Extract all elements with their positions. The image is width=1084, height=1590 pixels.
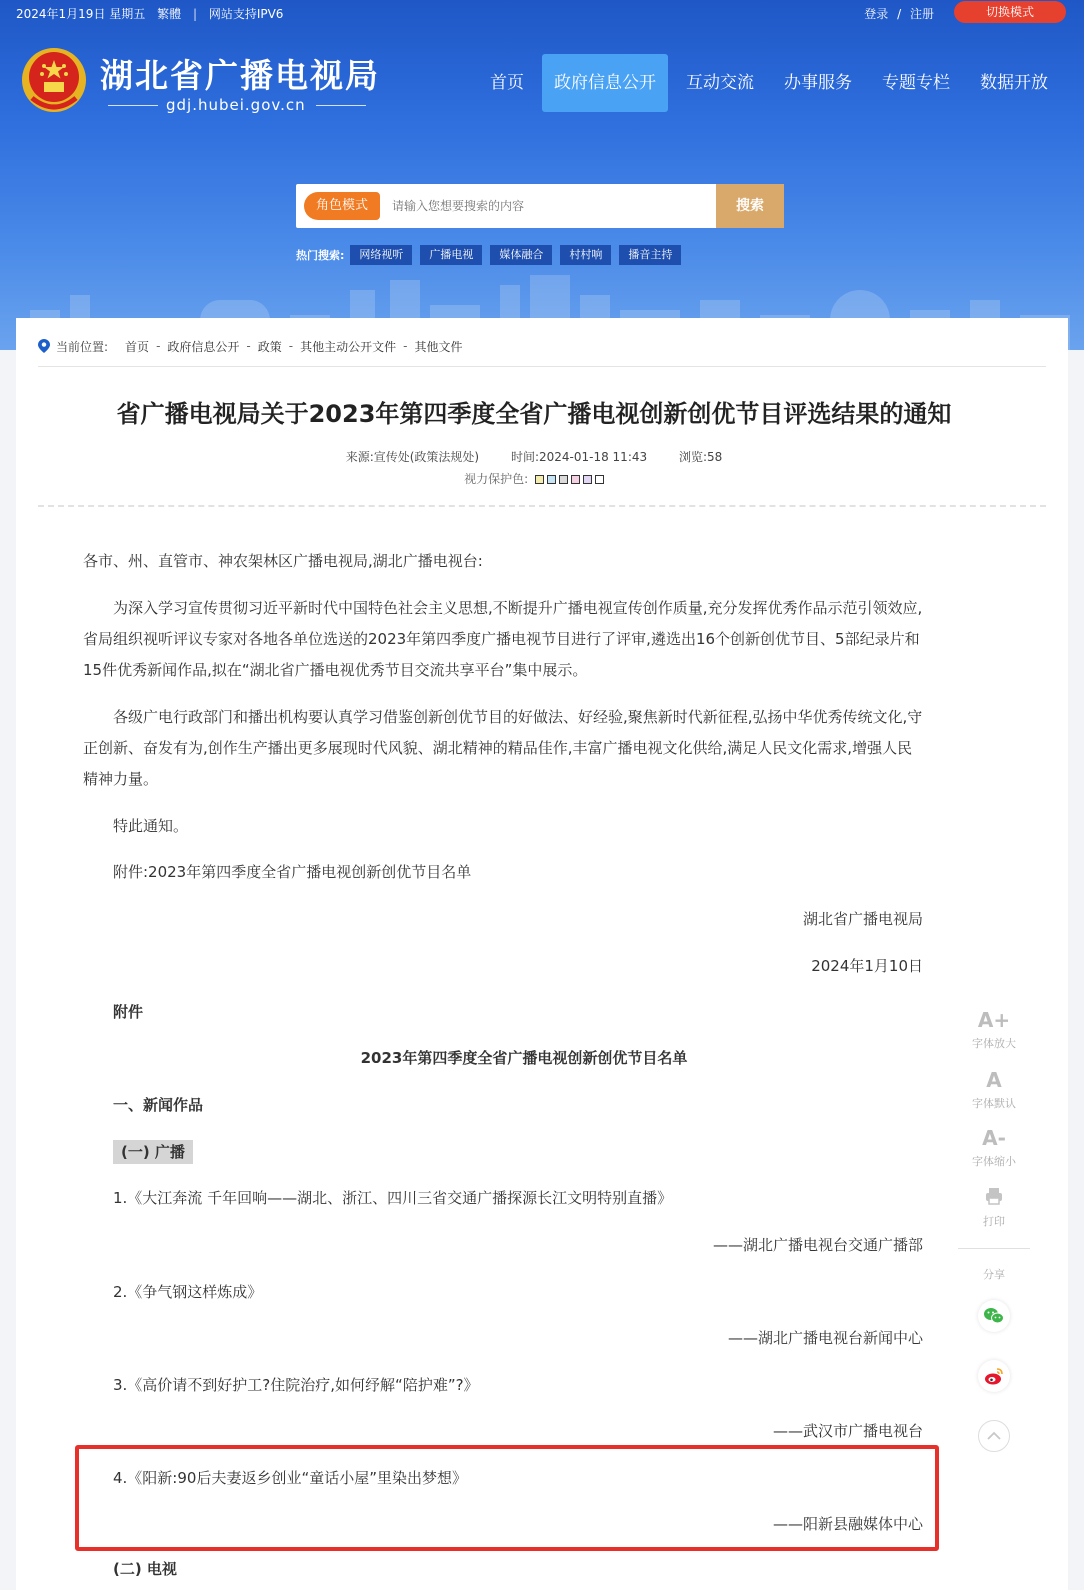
site-title: 湖北省广播电视局	[100, 56, 380, 95]
section-news: 一、新闻作品	[113, 1096, 204, 1114]
subsection-tv: (二) 电视	[113, 1560, 177, 1578]
paragraph-2: 各级广电行政部门和播出机构要认真学习借鉴创新创优节目的好做法、好经验,聚焦新时代新征程,弘扬中华优秀传统文化,守正创新、奋发有为,创作生产播出更多展现时代风貌、湖北精神的精品佳作,丰富广播电视文化供给,满足人民文化需求,增强人民精神力量。	[83, 708, 923, 788]
article-views: 浏览:58	[678, 450, 723, 464]
breadcrumb-label: 当前位置:	[56, 339, 109, 354]
hot-searches	[296, 244, 689, 266]
tools-divider	[958, 1248, 1030, 1249]
meta-divider	[38, 505, 1046, 507]
list-item-unit: ——阳新县融媒体中心	[772, 1515, 923, 1533]
switch-mode-button[interactable]: 切换模式	[954, 1, 1066, 23]
breadcrumb-other-public-files[interactable]: 其他主动公开文件	[300, 339, 397, 354]
nav-services[interactable]: 办事服务	[784, 73, 852, 93]
breadcrumb-policy[interactable]: 政策	[257, 339, 282, 354]
wechat-icon	[978, 1300, 1010, 1332]
color-swatch[interactable]	[571, 475, 580, 484]
site-header	[0, 0, 1084, 350]
nav-home[interactable]: 首页	[490, 73, 524, 93]
list-title: 2023年第四季度全省广播电视创新创优节目名单	[360, 1049, 688, 1067]
subsection-radio: (一) 广播	[113, 1137, 193, 1168]
chevron-up-icon	[979, 1421, 1009, 1451]
attachment-heading: 附件	[113, 1003, 144, 1021]
color-swatch[interactable]	[559, 475, 568, 484]
breadcrumb-separator: -	[156, 339, 161, 353]
weibo-icon	[978, 1360, 1010, 1392]
breadcrumb-home[interactable]: 首页	[125, 339, 150, 354]
font-default-button[interactable]	[958, 1068, 1030, 1111]
current-date: 2024年1月19日 星期五	[16, 7, 146, 21]
list-item-unit: ——湖北广播电视台新闻中心	[727, 1329, 923, 1347]
eye-protection-colors	[16, 470, 1052, 487]
login-register-separator: /	[897, 7, 902, 21]
share-label: 分享	[983, 1268, 1005, 1281]
list-item-unit: ——武汉市广播电视台	[772, 1422, 923, 1440]
login-link[interactable]: 登录	[864, 7, 889, 21]
salutation: 各市、州、直管市、神农架林区广播电视局,湖北广播电视台:	[83, 552, 483, 570]
paragraph-1: 为深入学习宣传贯彻习近平新时代中国特色社会主义思想,不断提升广播电视宣传创作质量,充分发挥优秀作品示范引领效应,省局组织视听评议专家对各地各单位选送的2023年第四季度广播电视节目进行了评审,遴选出16个创新创优节目、5部纪录片和15件优秀新闻作品,拟在“湖北省广播电视优秀节目交流共享平台”集中展示。	[83, 599, 923, 679]
breadcrumb-divider	[38, 366, 1046, 367]
font-increase-button[interactable]	[958, 1008, 1030, 1051]
print-label: 打印	[983, 1215, 1005, 1228]
sign-date: 2024年1月10日	[811, 957, 923, 975]
article-source: 来源:宣传处(政策法规处)	[345, 450, 480, 464]
top-bar	[0, 0, 1084, 26]
search-box	[296, 184, 784, 228]
color-swatch[interactable]	[595, 475, 604, 484]
color-swatch[interactable]	[547, 475, 556, 484]
article-title: 省广播电视局关于2023年第四季度全省广播电视创新创优节目评选结果的通知	[116, 400, 952, 428]
list-item-title: 4.《阳新:90后夫妻返乡创业“童话小屋”里染出梦想》	[113, 1469, 467, 1487]
nav-open-data[interactable]: 数据开放	[980, 73, 1048, 93]
logo-decor-line-right	[316, 105, 366, 106]
register-link[interactable]: 注册	[909, 7, 934, 21]
breadcrumb-gov-info[interactable]: 政府信息公开	[167, 339, 240, 354]
hot-tag[interactable]: 广播电视	[420, 245, 482, 265]
article-card	[16, 318, 1068, 1590]
color-swatch[interactable]	[583, 475, 592, 484]
breadcrumb	[38, 336, 466, 356]
weibo-share-button[interactable]	[978, 1360, 1010, 1392]
font-default-label: 字体默认	[972, 1097, 1016, 1110]
hot-tag[interactable]: 媒体融合	[490, 245, 552, 265]
divider: |	[192, 7, 197, 21]
hot-search-label: 热门搜索:	[296, 249, 345, 262]
search-button[interactable]: 搜索	[716, 184, 784, 228]
list-item-title: 3.《高价请不到好护工?住院治疗,如何纾解“陪护难”?》	[113, 1376, 479, 1394]
back-to-top-button[interactable]	[978, 1420, 1010, 1452]
breadcrumb-separator: -	[246, 339, 251, 353]
national-emblem-icon	[20, 44, 88, 116]
attachment-line: 附件:2023年第四季度全省广播电视创新创优节目名单	[113, 863, 472, 881]
article-time: 时间:2024-01-18 11:43	[510, 450, 648, 464]
nav-topics[interactable]: 专题专栏	[882, 73, 950, 93]
breadcrumb-other-files[interactable]: 其他文件	[414, 339, 463, 354]
eye-protection-label: 视力保护色:	[464, 472, 529, 486]
highlight-annotation-box	[75, 1445, 939, 1551]
wechat-share-button[interactable]	[978, 1300, 1010, 1332]
printer-icon	[984, 1186, 1004, 1206]
color-swatch[interactable]	[535, 475, 544, 484]
nav-interaction[interactable]: 互动交流	[686, 73, 754, 93]
hot-tag[interactable]: 村村响	[560, 245, 611, 265]
list-item-title: 2.《争气钢这样炼成》	[113, 1283, 263, 1301]
signer: 湖北省广播电视局	[802, 910, 923, 928]
font-decrease-button[interactable]	[958, 1126, 1030, 1169]
ipv6-label: 网站支持IPV6	[208, 7, 284, 21]
search-input[interactable]	[392, 194, 692, 218]
print-button[interactable]	[958, 1186, 1030, 1229]
breadcrumb-separator: -	[403, 339, 408, 353]
breadcrumb-separator: -	[288, 339, 294, 353]
list-item-unit: ——湖北广播电视台交通广播部	[712, 1236, 923, 1254]
notice-text: 特此通知。	[113, 817, 189, 835]
article-meta	[16, 448, 1052, 465]
font-decrease-label: 字体缩小	[972, 1155, 1016, 1168]
traditional-chinese-link[interactable]: 繁體	[157, 7, 182, 21]
font-increase-icon: A+	[977, 1008, 1011, 1032]
font-default-icon: A	[986, 1068, 1002, 1092]
location-pin-icon	[38, 339, 50, 353]
hot-tag[interactable]: 播音主持	[619, 245, 681, 265]
site-domain: gdj.hubei.gov.cn	[166, 96, 306, 114]
font-increase-label: 字体放大	[972, 1037, 1016, 1050]
role-mode-button[interactable]: 角色模式	[304, 192, 380, 220]
main-nav	[478, 54, 1066, 112]
font-decrease-icon: A-	[982, 1126, 1006, 1150]
nav-gov-info[interactable]: 政府信息公开	[542, 54, 668, 112]
list-item-title: 1.《大江奔流 千年回响——湖北、浙江、四川三省交通广播探源长江文明特别直播》	[113, 1189, 673, 1207]
hot-tag[interactable]: 网络视听	[350, 245, 412, 265]
